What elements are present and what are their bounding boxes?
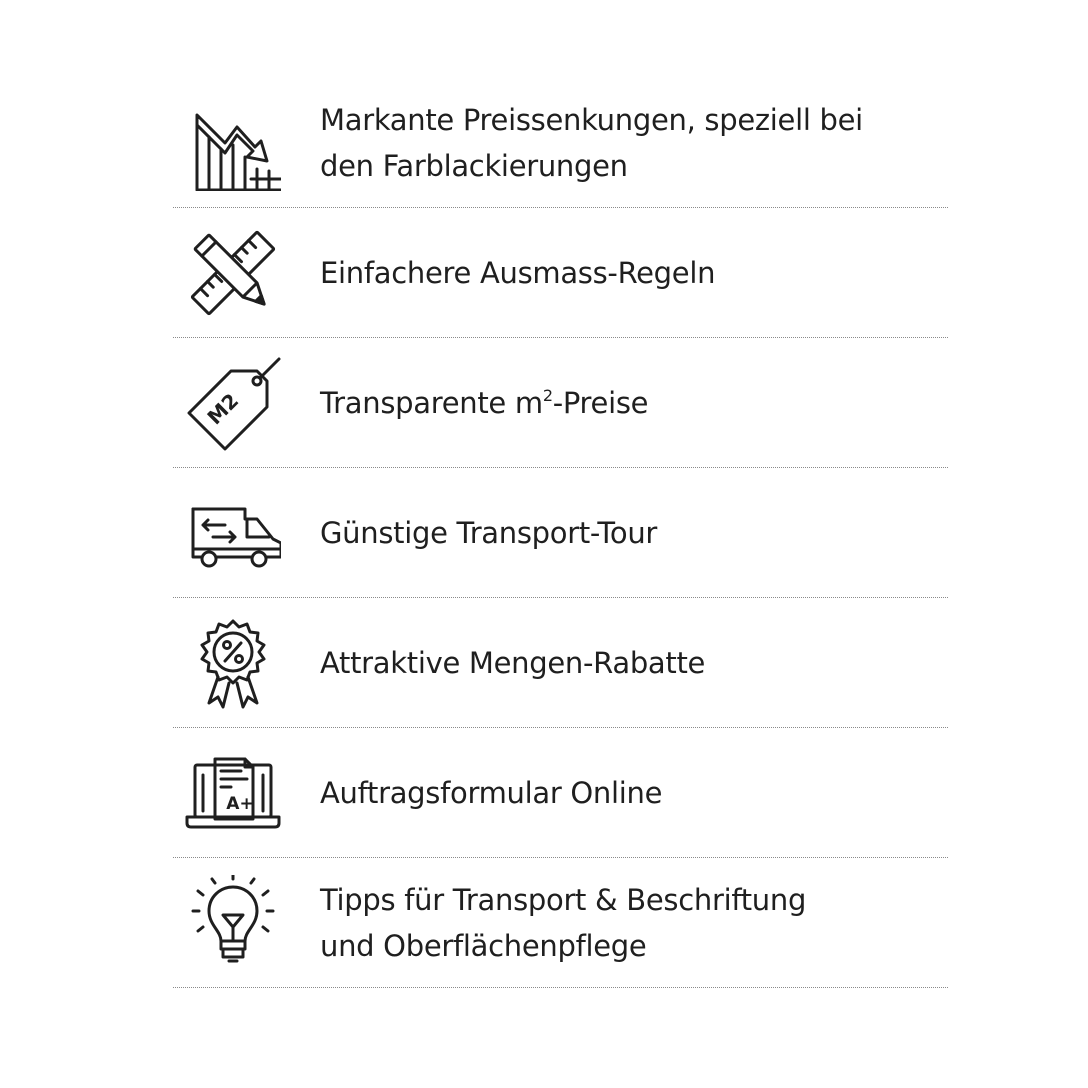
laptop-form-icon [185,745,281,841]
percent-badge-icon [185,615,281,711]
feature-list [173,78,948,988]
feature-item [173,468,948,598]
feature-text: Einfachere Ausmass-Regeln [320,255,716,290]
feature-item [173,728,948,858]
feature-text: Markante Preissenkungen, speziell bei den Farblackierungen [320,102,863,183]
feature-item [173,208,948,338]
feature-item [173,598,948,728]
feature-item [173,858,948,988]
m2-price-tag-icon [185,355,281,451]
feature-text: Attraktive Mengen-Rabatte [320,645,706,680]
feature-text: Auftragsformular Online [320,775,663,810]
screen-label: A+ [226,793,254,814]
delivery-van-icon [185,485,281,581]
feature-text: Transparente $m^2$-Preise [320,385,649,420]
feature-item [173,338,948,468]
pencil-ruler-icon [185,225,281,321]
feature-text: Günstige Transport-Tour [320,515,658,550]
price-drop-chart-icon [185,95,281,191]
feature-item [173,78,948,208]
feature-text: Tipps für Transport & Beschriftung und Oberflächenpflege [320,882,807,963]
lightbulb-icon [185,875,281,971]
tag-label: M2 [202,387,244,429]
